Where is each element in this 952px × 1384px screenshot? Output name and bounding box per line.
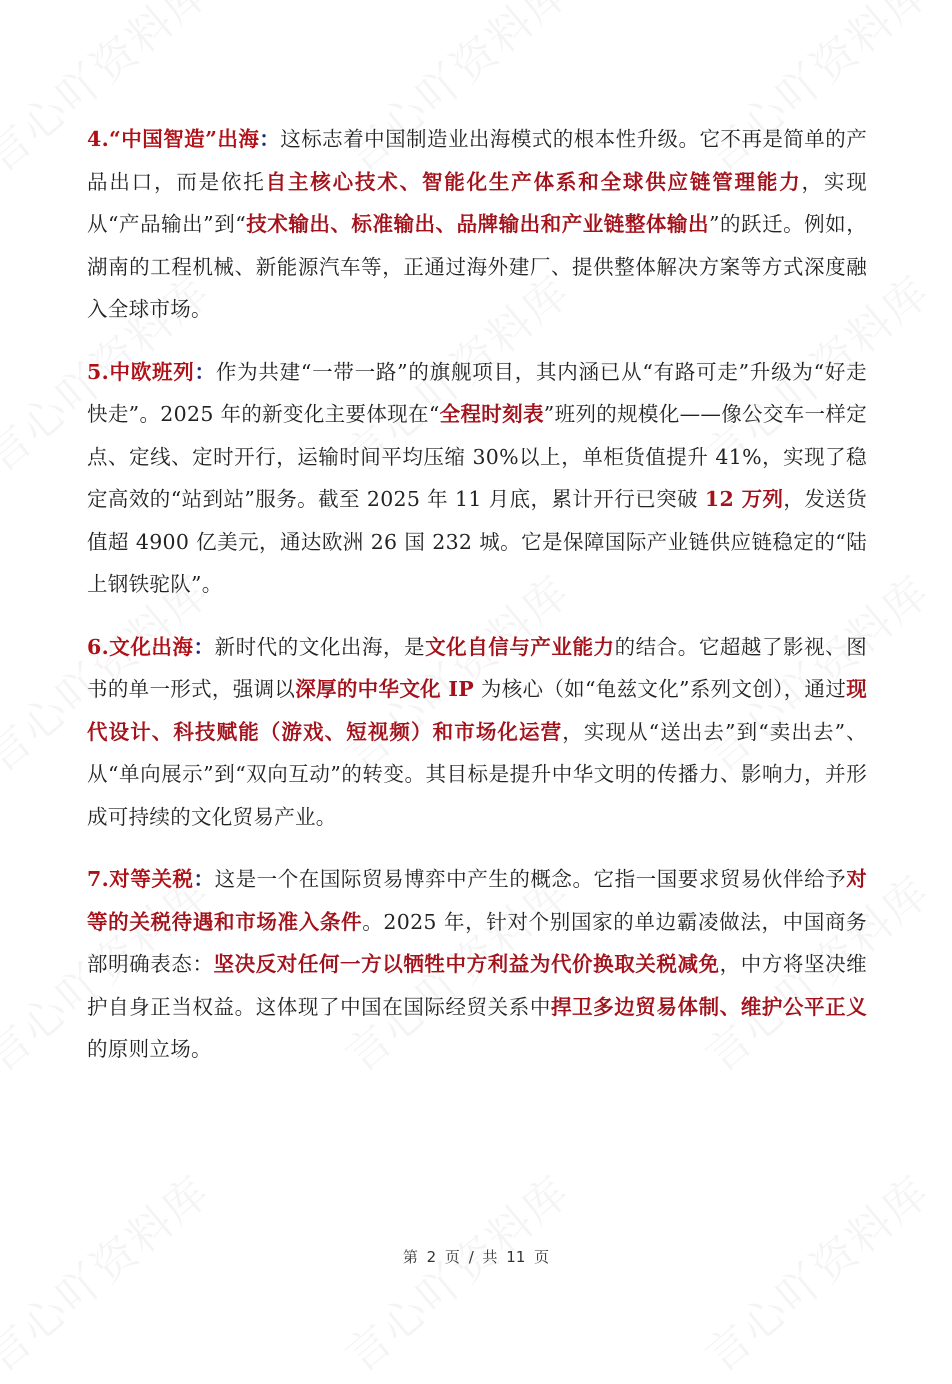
section-4 (87, 118, 867, 331)
section-heading: 4.“中国智造”出海 (87, 127, 260, 151)
heading-colon: ： (194, 359, 216, 384)
section-body: 这是一个在国际贸易博弈中产生的概念。它指一国要求贸易伙伴给予对等的关税待遇和市场准入条件。2025 年，针对个别国家的单边霸凌做法，中国商务部明确表态：坚决反对任何一方以牺牲中方利益为代价换取关税减免，中方将坚决维护自身正当权益。这体现了中国在国际经贸关系中捍卫多边贸易体制、维护公平正义的原则立场。 (87, 867, 868, 1061)
section-body: 作为共建“一带一路”的旗舰项目，其内涵已从“有路可走”升级为“好走快走”。2025 年的新变化主要体现在“全程时刻表”班列的规模化——像公交车一样定点、定线、定时开行，运输时间平均压缩 30%以上，单柜货值提升 41%，实现了稳定高效的“站到站”服务。截至 2025 年 11 月底，累计开行已突破 12 万列，发送货值超 4900 亿美元，通达欧洲 26 国 232 城。它是保障国际产业链供应链稳定的“陆上钢铁驼队”。 (87, 359, 868, 596)
section-body: 这标志着中国制造业出海模式的根本性升级。它不再是简单的产品出口，而是依托自主核心技术、智能化生产体系和全球供应链管理能力，实现从“产品输出”到“技术输出、标准输出、品牌输出和产业链整体输出”的跃迁。例如，湖南的工程机械、新能源汽车等，正通过海外建厂、提供整体解决方案等方式深度融入全球市场。 (87, 127, 868, 321)
section-7 (87, 858, 867, 1071)
section-body: 新时代的文化出海，是文化自信与产业能力的结合。它超越了影视、图书的单一形式，强调以深厚的中华文化 IP 为核心（如“龟兹文化”系列文创），通过现代设计、科技赋能（游戏、短视频）和市场化运营，实现从“送出去”到“卖出去”、从“单向展示”到“双向互动”的转变。其目标是提升中华文明的传播力、影响力，并形成可持续的文化贸易产业。 (87, 634, 868, 829)
section-6 (87, 626, 867, 839)
page-footer: 第 2 页 / 共 11 页 (402, 1248, 550, 1266)
section-heading: 5.中欧班列 (87, 359, 195, 384)
document-page (87, 118, 867, 1091)
heading-colon: ： (193, 867, 215, 891)
heading-colon: ： (259, 127, 281, 151)
section-heading: 7.对等关税 (87, 867, 194, 891)
watermark-text (329, 1158, 582, 1384)
watermark-text (0, 1158, 221, 1384)
heading-colon: ： (193, 634, 215, 659)
watermark-text (689, 1158, 942, 1384)
section-heading: 6.文化出海 (87, 634, 194, 659)
section-5 (87, 351, 867, 606)
